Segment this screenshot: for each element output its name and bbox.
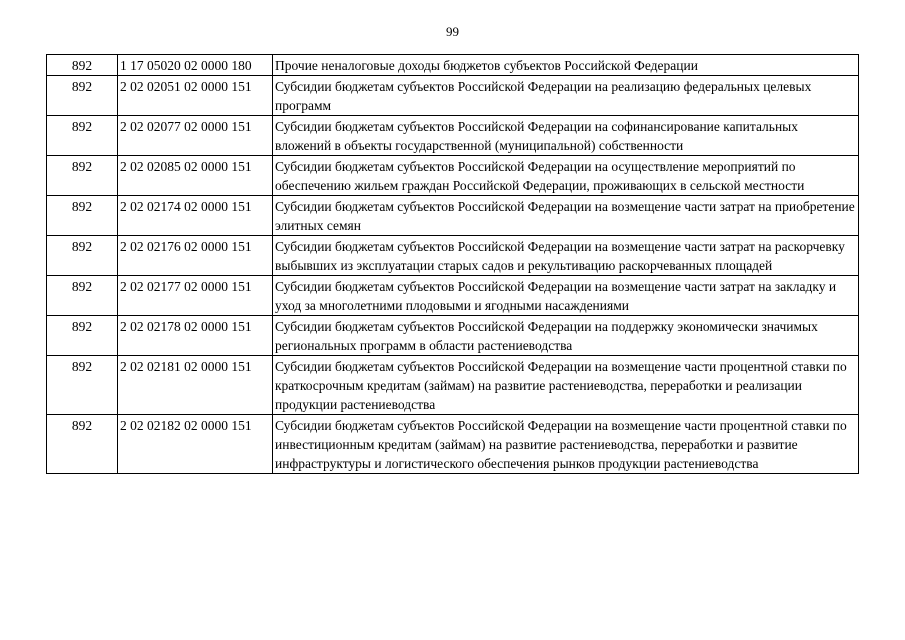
revenue-name-cell: Субсидии бюджетам субъектов Российской Федерации на возмещение части затрат на раскорчевку выбывших из эксплуатации старых садов и рекультивацию раскорчеванных площадей — [273, 236, 859, 276]
revenue-code-cell: 2 02 02178 02 0000 151 — [118, 316, 273, 356]
revenue-name-cell: Субсидии бюджетам субъектов Российской Федерации на возмещение части затрат на приобретение элитных семян — [273, 196, 859, 236]
revenue-code-cell: 1 17 05020 02 0000 180 — [118, 55, 273, 76]
table-row — [47, 356, 859, 415]
admin-code-cell: 892 — [47, 356, 118, 415]
revenue-code-cell: 2 02 02085 02 0000 151 — [118, 156, 273, 196]
table-row — [47, 55, 859, 76]
revenue-code-cell: 2 02 02181 02 0000 151 — [118, 356, 273, 415]
revenue-name-cell: Субсидии бюджетам субъектов Российской Федерации на поддержку экономически значимых региональных программ в области растениеводства — [273, 316, 859, 356]
admin-code-cell: 892 — [47, 116, 118, 156]
table-row — [47, 276, 859, 316]
budget-classification-table — [46, 54, 859, 474]
revenue-code-cell: 2 02 02174 02 0000 151 — [118, 196, 273, 236]
revenue-code-cell: 2 02 02077 02 0000 151 — [118, 116, 273, 156]
table-row — [47, 236, 859, 276]
revenue-name-cell: Субсидии бюджетам субъектов Российской Федерации на осуществление мероприятий по обеспечению жильем граждан Российской Федерации, проживающих в сельской местности — [273, 156, 859, 196]
table-row — [47, 415, 859, 474]
page-number: 99 — [446, 24, 459, 39]
revenue-code-cell: 2 02 02051 02 0000 151 — [118, 76, 273, 116]
table-row — [47, 316, 859, 356]
revenue-code-cell: 2 02 02176 02 0000 151 — [118, 236, 273, 276]
admin-code-cell: 892 — [47, 55, 118, 76]
table-row — [47, 76, 859, 116]
revenue-name-cell: Субсидии бюджетам субъектов Российской Федерации на возмещение части процентной ставки по краткосрочным кредитам (займам) на развитие растениеводства, переработки и реализации продукции растениеводства — [273, 356, 859, 415]
admin-code-cell: 892 — [47, 236, 118, 276]
admin-code-cell: 892 — [47, 196, 118, 236]
revenue-code-cell: 2 02 02177 02 0000 151 — [118, 276, 273, 316]
table-row — [47, 116, 859, 156]
table-row — [47, 156, 859, 196]
admin-code-cell: 892 — [47, 76, 118, 116]
revenue-name-cell: Субсидии бюджетам субъектов Российской Федерации на софинансирование капитальных вложений в объекты государственной (муниципальной) собственности — [273, 116, 859, 156]
table-row — [47, 196, 859, 236]
revenue-name-cell: Прочие неналоговые доходы бюджетов субъектов Российской Федерации — [273, 55, 859, 76]
admin-code-cell: 892 — [47, 276, 118, 316]
admin-code-cell: 892 — [47, 156, 118, 196]
admin-code-cell: 892 — [47, 415, 118, 474]
revenue-code-cell: 2 02 02182 02 0000 151 — [118, 415, 273, 474]
revenue-name-cell: Субсидии бюджетам субъектов Российской Федерации на возмещение части процентной ставки по инвестиционным кредитам (займам) на развитие растениеводства, переработки и развитие инфраструктуры и логистического обеспечения рынков продукции растениеводства — [273, 415, 859, 474]
revenue-name-cell: Субсидии бюджетам субъектов Российской Федерации на реализацию федеральных целевых программ — [273, 76, 859, 116]
revenue-name-cell: Субсидии бюджетам субъектов Российской Федерации на возмещение части затрат на закладку и уход за многолетними плодовыми и ягодными насаждениями — [273, 276, 859, 316]
admin-code-cell: 892 — [47, 316, 118, 356]
